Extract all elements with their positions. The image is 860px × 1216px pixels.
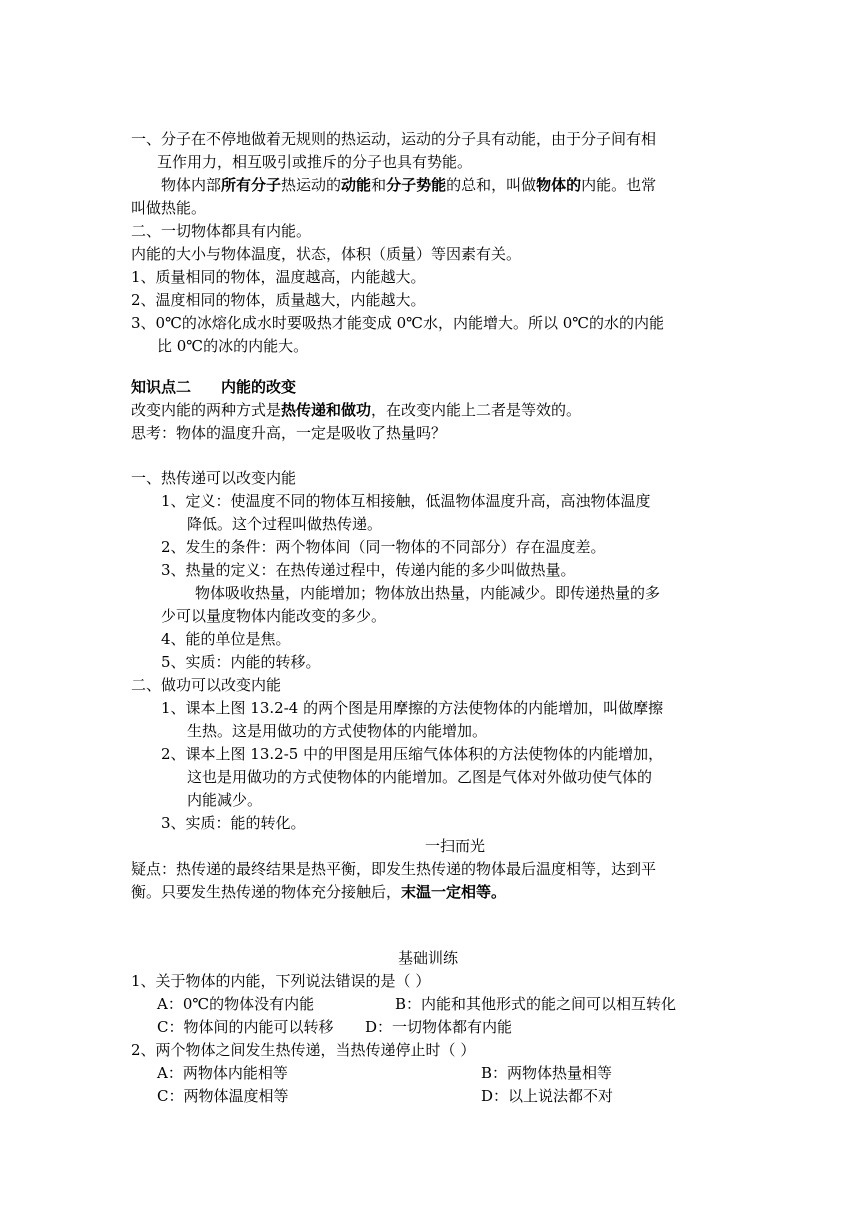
list-item: 3、热量的定义：在热传递过程中，传递内能的多少叫做热量。 [161,561,576,579]
definition-line [161,174,656,196]
bold-span: 物体的 [536,176,582,194]
subheading: 二、做功可以改变内能 [131,676,282,694]
text-span: 物体内部 [161,176,222,194]
list-item: 3、0℃的冰熔化成水时要吸热才能变成 0℃水，内能增大。所以 0℃的水的内能 [131,314,665,332]
question: 1、关于物体的内能，下列说法错误的是（ ） [131,972,431,990]
text-span: 和 [371,176,387,194]
section-title: 基础训练 [398,949,459,967]
para-line: 思考：物体的温度升高，一定是吸收了热量吗？ [131,424,447,442]
section-title: 一扫而光 [425,837,486,855]
list-item: 3、实质：能的转化。 [161,814,306,832]
list-item: 4、能的单位是焦。 [161,630,291,648]
para-line: 叫做热能。 [131,199,207,217]
bold-span: 热传递和做功 [281,401,372,419]
para-line: 疑点：热传递的最终结果是热平衡，即发生热传递的物体最后温度相等，达到平 [131,860,657,878]
para-line: 少可以量度物体内能改变的多少。 [161,607,387,625]
text-span: 的总和，叫做 [446,176,537,194]
heading-number: 知识点二 [131,378,192,396]
list-item: 1、定义：使温度不同的物体互相接触，低温物体温度升高，高浊物体温度 [161,492,651,510]
question: 2、两个物体之间发生热传递，当热传递停止时（ ） [131,1041,476,1059]
para-line [131,399,581,421]
list-item-continuation: 生热。这是用做功的方式使物体的内能增加。 [187,722,488,740]
subheading: 一、热传递可以改变内能 [131,469,297,487]
para-line: 互作用力，相互吸引或推斥的分子也具有势能。 [157,153,473,171]
text-span: 改变内能的两种方式是 [131,401,282,419]
text-span: 热运动的 [281,176,342,194]
para-line [131,881,506,903]
para-line: 二、一切物体都具有内能。 [131,222,312,240]
list-item: 2、发生的条件：两个物体间（同一物体的不同部分）存在温度差。 [161,538,606,556]
list-item: 1、课本上图 13.2-4 的两个图是用摩擦的方法使物体的内能增加，叫做摩擦 [161,699,664,717]
para-line: 一、分子在不停地做着无规则的热运动，运动的分子具有动能，由于分子间有相 [131,130,657,148]
option: C：物体间的内能可以转移 [157,1018,334,1036]
bold-span: 动能 [341,176,372,194]
bold-span: 末温一定相等。 [401,883,507,901]
option: D：以上说法都不对 [481,1087,614,1105]
heading-title: 内能的改变 [221,378,297,396]
text-span: 衡。只要发生热传递的物体充分接触后， [131,883,402,901]
list-item: 5、实质：内能的转移。 [161,653,321,671]
section-heading [131,376,296,398]
option: C：两物体温度相等 [157,1087,289,1105]
option: B：两物体热量相等 [481,1064,613,1082]
list-item-continuation: 这也是用做功的方式使物体的内能增加。乙图是气体对外做功使气体的 [187,768,653,786]
list-item-continuation: 比 0℃的冰的内能大。 [157,337,309,355]
list-item-continuation: 内能减少。 [187,791,263,809]
para-line: 内能的大小与物体温度，状态，体积（质量）等因素有关。 [131,245,522,263]
option: D：一切物体都有内能 [365,1018,513,1036]
bold-span: 所有分子 [221,176,282,194]
list-item: 2、温度相同的物体，质量越大，内能越大。 [131,291,426,309]
para-line: 物体吸收热量，内能增加；物体放出热量，内能减少。即传递热量的多 [195,584,661,602]
list-item-continuation: 降低。这个过程叫做热传递。 [187,515,383,533]
list-item: 2、课本上图 13.2-5 中的甲图是用压缩气体体积的方法使物体的内能增加， [161,745,664,763]
option: A：两物体内能相等 [157,1064,288,1082]
option: B：内能和其他形式的能之间可以相互转化 [395,995,677,1013]
list-item: 1、质量相同的物体，温度越高，内能越大。 [131,268,426,286]
text-span: ，在改变内能上二者是等效的。 [371,401,582,419]
bold-span: 分子势能 [386,176,447,194]
text-span: 内能。也常 [581,176,657,194]
option: A：0℃的物体没有内能 [157,995,315,1013]
